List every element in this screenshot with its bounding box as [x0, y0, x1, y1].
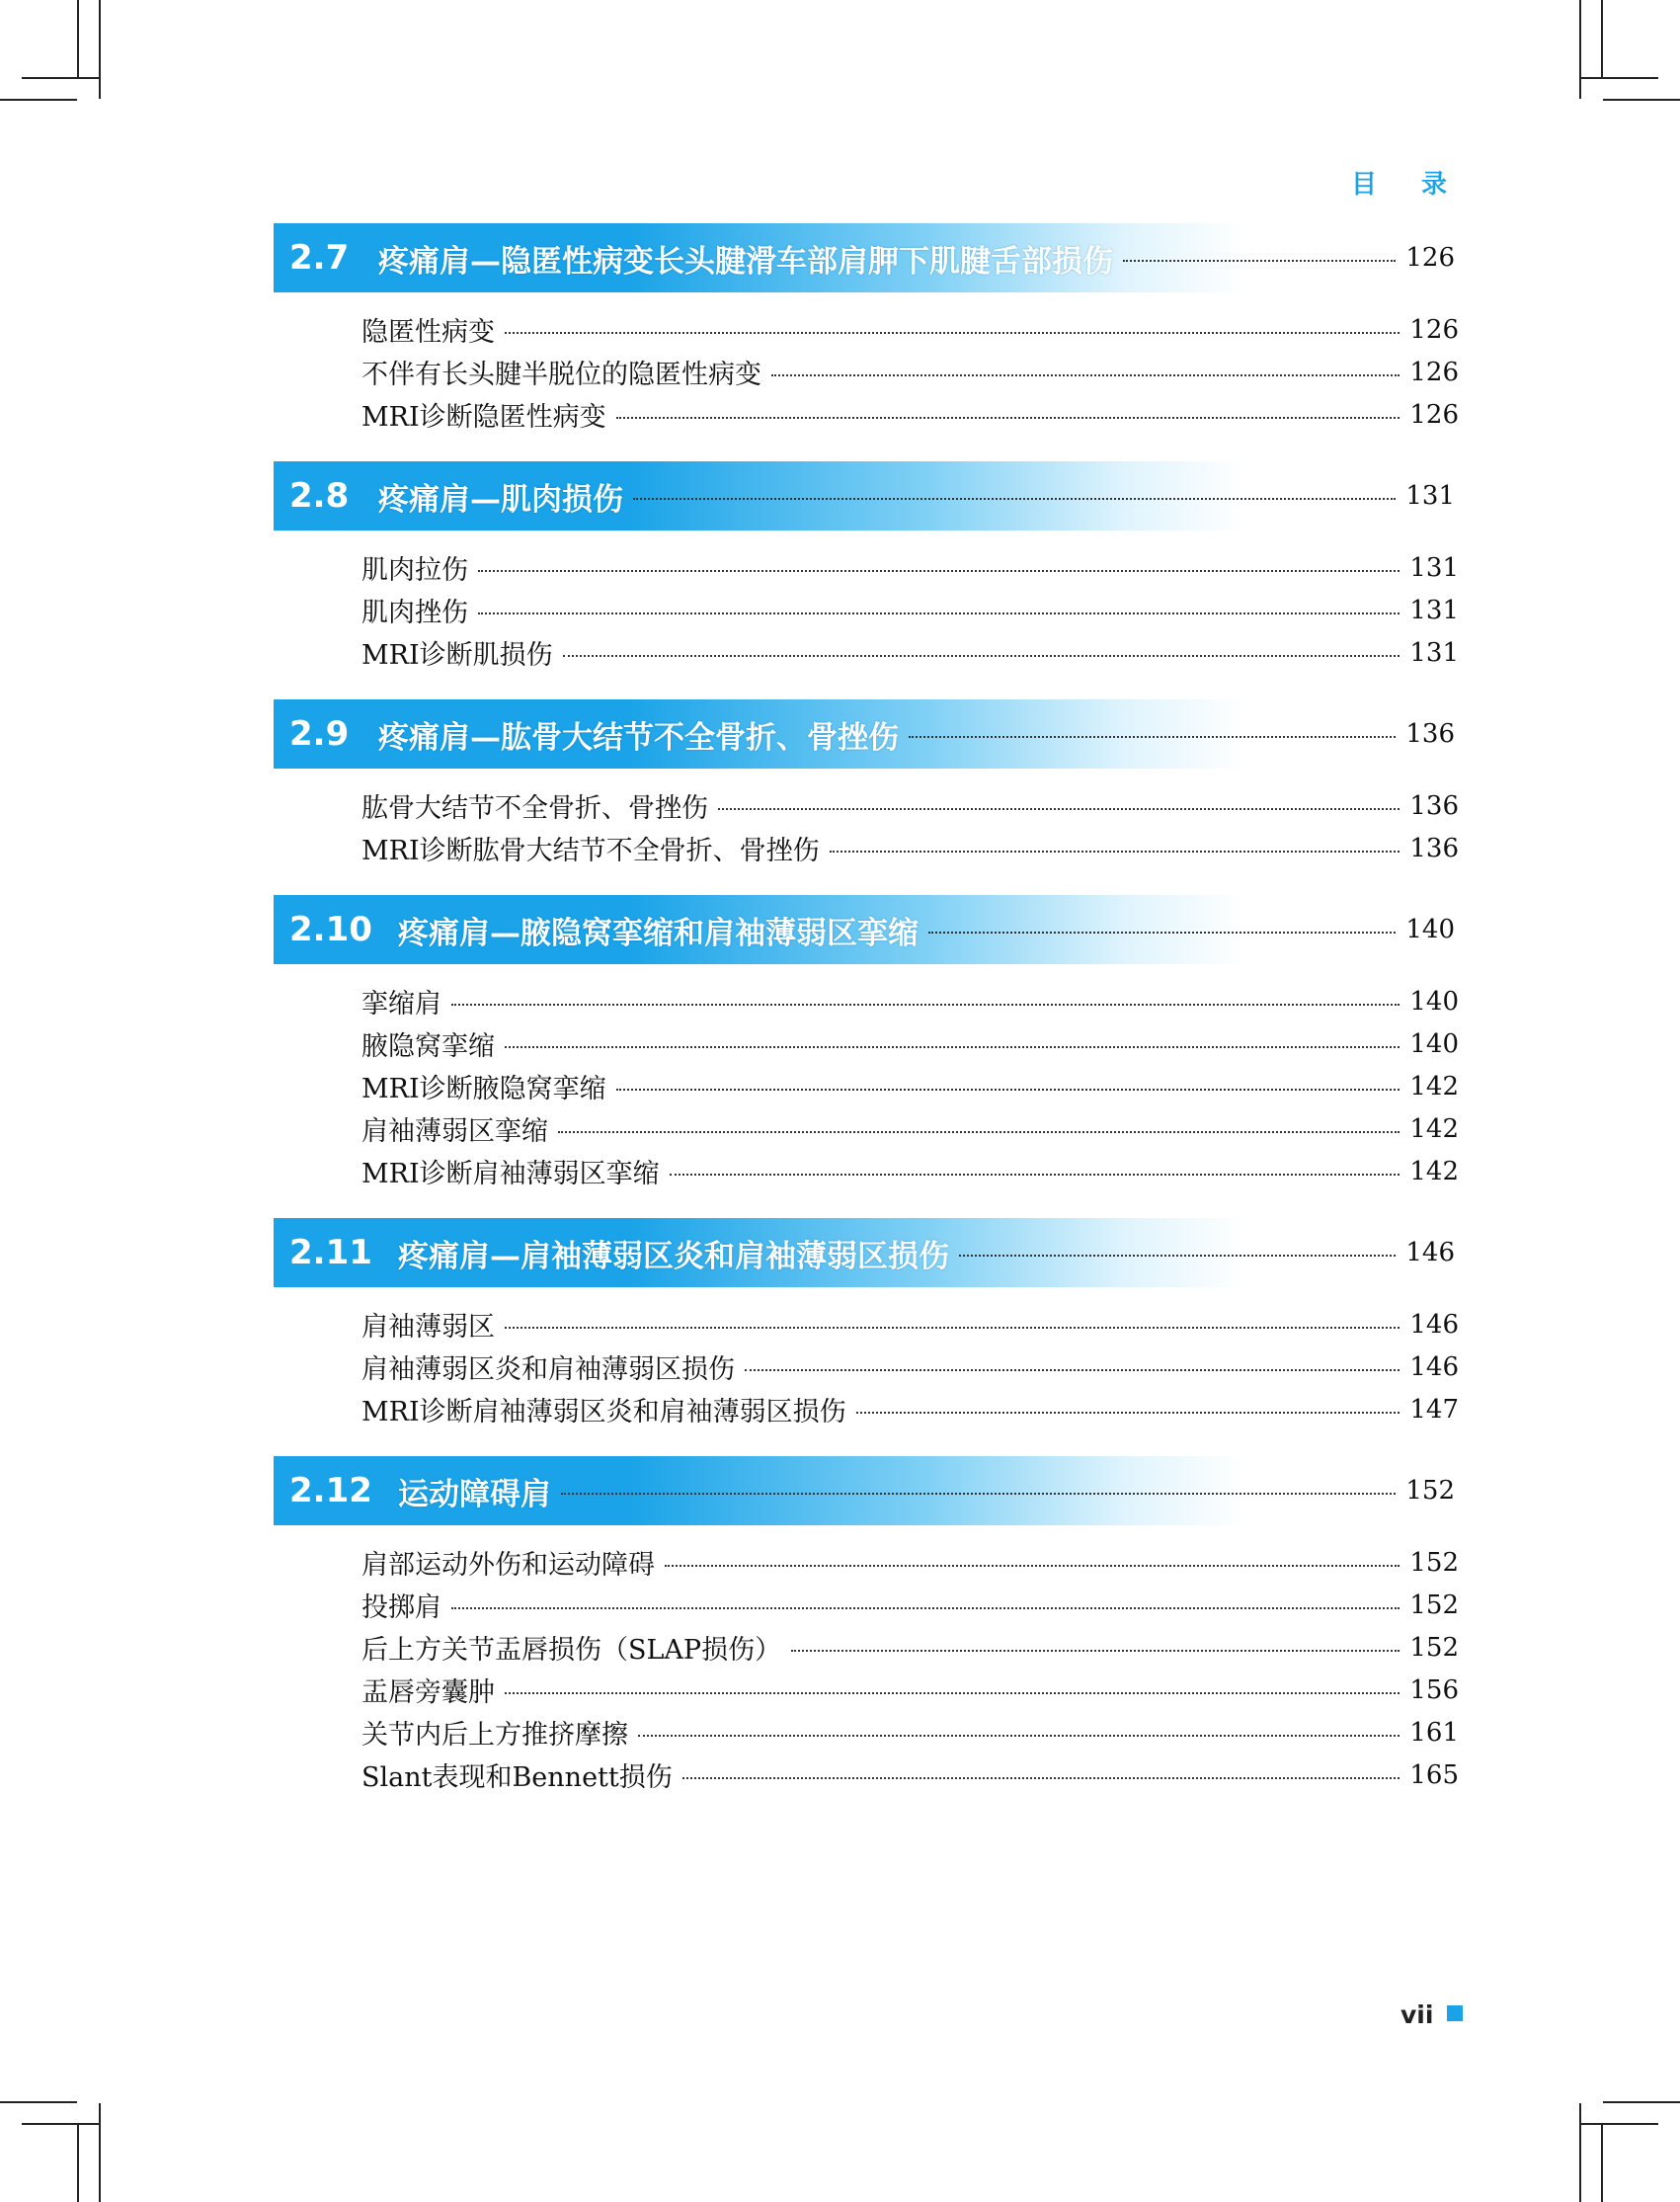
- entry-label: 后上方关节盂唇损伤（SLAP损伤）: [361, 1635, 782, 1666]
- entry-label: 挛缩肩: [361, 989, 441, 1019]
- toc-section: [274, 895, 1459, 1192]
- toc-entry[interactable]: [361, 1669, 1459, 1711]
- toc-entry[interactable]: [361, 1584, 1459, 1626]
- toc-entry[interactable]: [361, 1022, 1459, 1065]
- toc-section: [274, 699, 1459, 869]
- entry-page-number: 136: [1409, 833, 1459, 863]
- crop-mark-bottom-right-v: [1579, 2103, 1581, 2202]
- dot-leader: [451, 1004, 1400, 1006]
- entry-label: 肩袖薄弱区炎和肩袖薄弱区损伤: [361, 1354, 735, 1385]
- entry-page-number: 142: [1409, 1071, 1459, 1101]
- entry-label: 腋隐窝挛缩: [361, 1031, 495, 1062]
- entry-page-number: 165: [1409, 1759, 1459, 1790]
- entry-label: MRI诊断肱骨大结节不全骨折、骨挫伤: [361, 836, 820, 866]
- dot-leader: [856, 1412, 1400, 1414]
- dot-leader: [505, 332, 1400, 334]
- entry-page-number: 140: [1409, 986, 1459, 1017]
- crop-mark-bottom-left-v: [99, 2103, 101, 2202]
- crop-mark-top-left-v2: [77, 0, 79, 77]
- entry-label: MRI诊断隐匿性病变: [361, 402, 606, 433]
- entry-page-number: 131: [1409, 637, 1459, 668]
- dot-leader: [959, 1255, 1396, 1257]
- section-page-number: 136: [1405, 719, 1455, 749]
- toc-entry[interactable]: [361, 1753, 1459, 1796]
- crop-mark-bottom-right-h: [1603, 2101, 1680, 2103]
- crop-mark-bottom-right-v2: [1601, 2125, 1603, 2202]
- section-title: 疼痛肩—肌肉损伤: [378, 481, 623, 518]
- entry-label: 肩部运动外伤和运动障碍: [361, 1550, 655, 1581]
- table-of-contents: [274, 223, 1459, 1822]
- dot-leader: [616, 1089, 1400, 1091]
- toc-entry[interactable]: [361, 1541, 1459, 1584]
- entry-label: 肩袖薄弱区挛缩: [361, 1116, 548, 1147]
- section-page-number: 140: [1405, 915, 1455, 944]
- section-page-number: 131: [1405, 481, 1455, 511]
- dot-leader: [505, 1692, 1400, 1694]
- page-number: vii: [1400, 2000, 1434, 2029]
- toc-entry[interactable]: [361, 1065, 1459, 1107]
- section-number: 2.11: [289, 1233, 372, 1272]
- toc-entry[interactable]: [361, 1388, 1459, 1430]
- entry-label: MRI诊断肩袖薄弱区挛缩: [361, 1159, 660, 1189]
- entry-page-number: 152: [1409, 1632, 1459, 1663]
- dot-leader: [616, 417, 1400, 419]
- entry-label: MRI诊断肩袖薄弱区炎和肩袖薄弱区损伤: [361, 1397, 846, 1427]
- section-number: 2.8: [289, 476, 350, 516]
- dot-leader: [771, 374, 1400, 376]
- entry-label: 隐匿性病变: [361, 317, 495, 348]
- section-heading[interactable]: [274, 699, 1459, 769]
- entry-page-number: 140: [1409, 1028, 1459, 1059]
- dot-leader: [563, 655, 1400, 657]
- crop-mark-bottom-left-h2: [22, 2123, 99, 2125]
- section-heading[interactable]: [274, 223, 1459, 292]
- footer-square-mark: [1447, 2005, 1463, 2021]
- entry-label: 投掷肩: [361, 1592, 441, 1623]
- entry-label: 肌肉拉伤: [361, 555, 468, 586]
- page-header-title: 目 录: [1350, 170, 1465, 200]
- toc-section: [274, 1218, 1459, 1430]
- toc-entry[interactable]: [361, 351, 1459, 393]
- section-heading[interactable]: [274, 461, 1459, 530]
- section-page-number: 152: [1405, 1476, 1455, 1506]
- entry-page-number: 156: [1409, 1674, 1459, 1705]
- entry-page-number: 146: [1409, 1309, 1459, 1340]
- entry-label: MRI诊断肌损伤: [361, 640, 553, 671]
- toc-entry[interactable]: [361, 1711, 1459, 1753]
- toc-entry[interactable]: [361, 980, 1459, 1022]
- crop-mark-bottom-right-h2: [1581, 2123, 1658, 2125]
- dot-leader: [558, 1131, 1400, 1133]
- crop-mark-top-left-h: [0, 99, 77, 101]
- section-number: 2.12: [289, 1471, 372, 1510]
- entry-page-number: 142: [1409, 1156, 1459, 1186]
- dot-leader: [909, 736, 1396, 738]
- entry-label: MRI诊断腋隐窝挛缩: [361, 1074, 606, 1104]
- entry-label: 肱骨大结节不全骨折、骨挫伤: [361, 793, 708, 824]
- section-title: 疼痛肩—腋隐窝挛缩和肩袖薄弱区挛缩: [398, 915, 919, 951]
- section-heading[interactable]: [274, 1456, 1459, 1525]
- dot-leader: [478, 570, 1400, 572]
- entry-label: 不伴有长头腱半脱位的隐匿性病变: [361, 360, 761, 390]
- toc-entry[interactable]: [361, 631, 1459, 674]
- toc-entry[interactable]: [361, 546, 1459, 589]
- entry-page-number: 142: [1409, 1113, 1459, 1144]
- entry-label: 肩袖薄弱区: [361, 1312, 495, 1343]
- toc-section: [274, 461, 1459, 674]
- entry-page-number: 161: [1409, 1717, 1459, 1748]
- section-number: 2.9: [289, 714, 350, 754]
- dot-leader: [478, 612, 1400, 614]
- section-title: 疼痛肩—肩袖薄弱区炎和肩袖薄弱区损伤: [398, 1238, 949, 1274]
- dot-leader: [451, 1607, 1400, 1609]
- dot-leader: [718, 808, 1400, 810]
- entry-label: Slant表现和Bennett损伤: [361, 1762, 673, 1793]
- section-title: 运动障碍肩: [398, 1476, 551, 1512]
- entry-page-number: 131: [1409, 595, 1459, 625]
- toc-entry[interactable]: [361, 1626, 1459, 1669]
- entry-page-number: 136: [1409, 790, 1459, 821]
- crop-mark-top-left-h2: [22, 77, 99, 79]
- dot-leader: [633, 498, 1396, 500]
- section-heading[interactable]: [274, 1218, 1459, 1287]
- dot-leader: [670, 1174, 1400, 1176]
- toc-entry[interactable]: [361, 393, 1459, 436]
- dot-leader: [638, 1735, 1400, 1737]
- entry-label: 盂唇旁囊肿: [361, 1677, 495, 1708]
- entry-label: 肌肉挫伤: [361, 598, 468, 628]
- dot-leader: [791, 1650, 1400, 1652]
- section-page-number: 146: [1405, 1238, 1455, 1267]
- toc-entry[interactable]: [361, 784, 1459, 827]
- toc-entry[interactable]: [361, 1150, 1459, 1192]
- crop-mark-top-right-h2: [1581, 77, 1658, 79]
- section-title: 疼痛肩—肱骨大结节不全骨折、骨挫伤: [378, 719, 899, 756]
- entry-label: 关节内后上方推挤摩擦: [361, 1720, 628, 1751]
- entry-page-number: 126: [1409, 357, 1459, 387]
- section-page-number: 126: [1405, 243, 1455, 273]
- toc-entry[interactable]: [361, 589, 1459, 631]
- dot-leader: [682, 1777, 1400, 1779]
- crop-mark-bottom-left-v2: [77, 2125, 79, 2202]
- toc-entry[interactable]: [361, 827, 1459, 869]
- crop-mark-top-right-v2: [1601, 0, 1603, 77]
- dot-leader: [561, 1493, 1396, 1495]
- toc-entry[interactable]: [361, 1346, 1459, 1388]
- entry-page-number: 152: [1409, 1590, 1459, 1620]
- toc-entry[interactable]: [361, 308, 1459, 351]
- section-number: 2.7: [289, 238, 350, 278]
- toc-section: [274, 223, 1459, 436]
- section-title: 疼痛肩—隐匿性病变长头腱滑车部肩胛下肌腱舌部损伤: [378, 243, 1113, 280]
- entry-page-number: 126: [1409, 314, 1459, 345]
- dot-leader: [505, 1046, 1400, 1048]
- entry-page-number: 152: [1409, 1547, 1459, 1578]
- crop-mark-bottom-left-h: [0, 2101, 77, 2103]
- entry-page-number: 147: [1409, 1394, 1459, 1425]
- crop-mark-top-right-v: [1579, 0, 1581, 99]
- dot-leader: [745, 1369, 1400, 1371]
- toc-entry[interactable]: [361, 1107, 1459, 1150]
- entry-page-number: 146: [1409, 1351, 1459, 1382]
- section-heading[interactable]: [274, 895, 1459, 964]
- dot-leader: [830, 851, 1400, 853]
- crop-mark-top-left-v: [99, 0, 101, 99]
- dot-leader: [665, 1565, 1400, 1567]
- toc-section: [274, 1456, 1459, 1796]
- toc-entry[interactable]: [361, 1303, 1459, 1346]
- entry-page-number: 131: [1409, 552, 1459, 583]
- crop-mark-top-right-h: [1603, 99, 1680, 101]
- dot-leader: [1123, 260, 1396, 262]
- section-number: 2.10: [289, 910, 372, 949]
- entry-page-number: 126: [1409, 399, 1459, 430]
- dot-leader: [505, 1327, 1400, 1329]
- dot-leader: [928, 932, 1396, 934]
